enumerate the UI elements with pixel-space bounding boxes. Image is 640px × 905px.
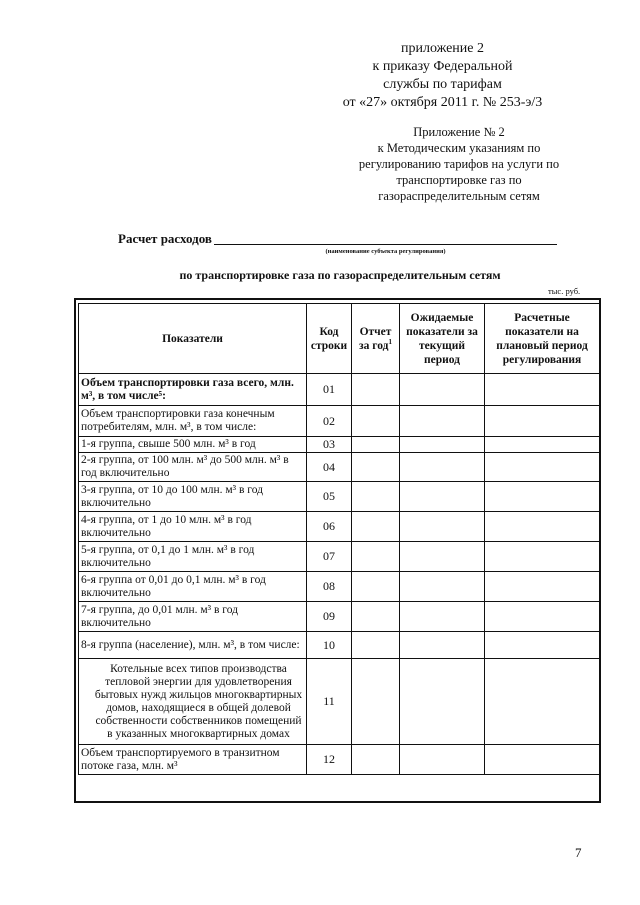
report-value-cell [352,482,400,512]
col-report [352,304,400,374]
col-report-label: Отчет за год [359,325,392,352]
order-line-4: от «27» октября 2011 г. № 253-э/3 [342,95,543,110]
row-label: 2-я группа, от 100 млн. м³ до 500 млн. м³ в год включительно [79,453,307,482]
order-line-3: службы по тарифам [383,77,502,92]
report-value-cell [352,406,400,437]
col-report-footnote: 1 [388,337,392,346]
row-code: 08 [307,572,352,602]
table-row [79,406,600,437]
planned-value-cell [485,437,600,453]
row-code: 02 [307,406,352,437]
order-line-1: приложение 2 [400,41,485,56]
entity-name-blank [214,244,557,245]
order-reference [300,40,585,112]
planned-value-cell [485,453,600,482]
planned-value-cell [485,632,600,659]
table-row [79,437,600,453]
planned-value-cell [485,602,600,632]
document-subtitle: по транспортировке газа по газораспределительным сетям [179,268,501,282]
annex-line-2: к Методическим указаниям по [377,141,541,155]
row-label: 1-я группа, свыше 500 млн. м³ в год [79,437,307,453]
annex-line-1: Приложение № 2 [413,125,505,139]
row-label: 8-я группа (население), млн. м³, в том числе: [79,632,307,659]
row-code: 07 [307,542,352,572]
expected-value-cell [400,659,485,745]
table-row [79,542,600,572]
planned-value-cell [485,572,600,602]
row-label: 3-я группа, от 10 до 100 млн. м³ в год включительно [79,482,307,512]
report-value-cell [352,745,400,775]
table-row [79,572,600,602]
report-value-cell [352,542,400,572]
planned-value-cell [485,542,600,572]
table-row [79,453,600,482]
table-header-row [79,304,600,374]
row-code: 06 [307,512,352,542]
row-code: 01 [307,374,352,406]
row-label: 7-я группа, до 0,01 млн. м³ в год включительно [79,602,307,632]
row-label: 4-я группа, от 1 до 10 млн. м³ в год включительно [79,512,307,542]
row-code: 10 [307,632,352,659]
entity-name-caption: (наименование субъекта регулирования) [325,248,446,255]
expected-value-cell [400,406,485,437]
col-planned: Расчетные показатели на плановый период регулирования [485,304,600,374]
table-row [79,632,600,659]
expected-value-cell [400,512,485,542]
expected-value-cell [400,745,485,775]
row-code: 04 [307,453,352,482]
table-row [79,512,600,542]
unit-label: тыс. руб. [548,286,581,296]
row-code: 12 [307,745,352,775]
indicators-table [78,303,600,775]
planned-value-cell [485,745,600,775]
table-row [79,374,600,406]
planned-value-cell [485,482,600,512]
table-row [79,602,600,632]
row-label: Объем транспортируемого в транзитном потоке газа, млн. м³ [79,745,307,775]
col-code: Код строки [307,304,352,374]
expected-value-cell [400,437,485,453]
report-value-cell [352,632,400,659]
row-label: Объем транспортировки газа конечным потребителям, млн. м³, в том числе: [79,406,307,437]
table-row [79,745,600,775]
row-code: 09 [307,602,352,632]
annex-line-4: транспортировке газ по [396,173,522,187]
row-code: 03 [307,437,352,453]
report-value-cell [352,572,400,602]
expected-value-cell [400,632,485,659]
calc-label: Расчет расходов [118,231,212,246]
planned-value-cell [485,512,600,542]
report-value-cell [352,437,400,453]
page-number: 7 [575,845,582,860]
order-line-2: к приказу Федеральной [372,59,513,74]
annex-line-3: регулированию тарифов на услуги по [358,157,560,171]
row-label: 6-я группа от 0,01 до 0,1 млн. м³ в год включительно [79,572,307,602]
row-label: 5-я группа, от 0,1 до 1 млн. м³ в год включительно [79,542,307,572]
annex-line-5: газораспределительным сетям [378,189,540,203]
report-value-cell [352,512,400,542]
col-indicator: Показатели [79,304,307,374]
col-expected: Ожидаемые показатели за текущий период [400,304,485,374]
expected-value-cell [400,482,485,512]
report-value-cell [352,374,400,406]
row-code: 11 [307,659,352,745]
table-row [79,482,600,512]
annex-reference [340,124,578,204]
report-value-cell [352,659,400,745]
expected-value-cell [400,572,485,602]
row-label: Котельные всех типов производства тепловой энергии для удовлетворения бытовых нужд жильцов многоквартирных домов, находящиеся в общей долевой собственности собственников помещений в указанных многоквартирных домах [79,659,307,745]
expected-value-cell [400,453,485,482]
expected-value-cell [400,602,485,632]
table-row [79,659,600,745]
planned-value-cell [485,374,600,406]
expected-value-cell [400,542,485,572]
expected-value-cell [400,374,485,406]
report-value-cell [352,602,400,632]
row-label: Объем транспортировки газа всего, млн. м³, в том числе⁵: [79,374,307,406]
report-value-cell [352,453,400,482]
row-code: 05 [307,482,352,512]
planned-value-cell [485,406,600,437]
planned-value-cell [485,659,600,745]
